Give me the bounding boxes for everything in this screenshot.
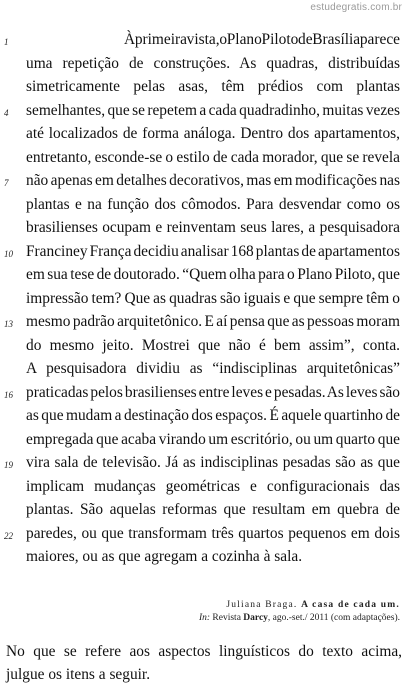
passage-line xyxy=(26,216,400,240)
passage-line xyxy=(4,240,400,264)
passage-line xyxy=(4,169,400,193)
line-number: 1 xyxy=(4,37,9,47)
citation-in-label: In: xyxy=(198,613,211,623)
passage-line-text: empregada que acaba virando um escritório, ou um quarto que xyxy=(26,430,400,448)
passage-line xyxy=(4,451,400,475)
passage-line-text: uma repetição de construções. As quadras, distribuídas xyxy=(26,54,400,72)
passage-line-text: À primeira vista, o Plano Piloto de Brasília parece xyxy=(124,31,400,48)
passage-line xyxy=(4,522,400,546)
line-number: 13 xyxy=(4,319,13,329)
citation-source-prefix: Revista xyxy=(212,613,241,623)
passage-line xyxy=(4,28,400,52)
passage-line-text: A pesquisadora dividiu as “indisciplinas arquitetônicas” xyxy=(26,360,400,377)
line-number: 4 xyxy=(4,107,9,118)
passage-line-text: Franciney França decidiu analisar 168 plantas de apartamentos xyxy=(26,242,400,260)
passage-line xyxy=(26,404,400,428)
line-number: 19 xyxy=(4,460,13,470)
citation-source-suffix: , ago.-set./ 2011 (com adaptações). xyxy=(267,613,400,623)
passage-line-text: simetricamente pelas asas, têm prédios com plantas xyxy=(26,78,400,95)
passage-line-text: maiores, ou as que agregam a cozinha à sala. xyxy=(26,548,303,565)
passage-line-text: até localizados de forma análoga. Dentro dos apartamentos, xyxy=(26,125,400,142)
passage-text xyxy=(4,28,400,569)
passage-line-text: brasilienses ocupam e reinventam seus lares, a pesquisadora xyxy=(26,219,400,236)
passage-line-text: semelhantes, que se repetem a cada quadradinho, muitas vezes xyxy=(26,101,400,119)
passage-line-text: paredes, ou que transformam três quartos pequenos em dois xyxy=(26,524,400,542)
passage-line xyxy=(4,381,400,405)
passage-line xyxy=(26,75,400,99)
passage-line-text: em sua tese de doutorado. “Quem olha para o Plano Piloto, que xyxy=(26,266,400,283)
passage-line-text: plantas. São aquelas reformas que resultam em quebra de xyxy=(26,501,400,518)
passage-line-text: do mesmo jeito. Mostrei que não é bem assim”, conta. xyxy=(26,336,400,354)
passage-line xyxy=(26,545,400,569)
passage-line xyxy=(26,193,400,217)
passage-line-text: plantas e na função dos cômodos. Para desvendar como os xyxy=(26,195,400,213)
citation-author: Juliana Braga. xyxy=(226,600,298,610)
line-number: 16 xyxy=(4,389,13,400)
passage-line-text: mesmo padrão arquitetônico. E aí pensa que as pessoas moram xyxy=(26,313,400,330)
passage-line-text: entretanto, esconde-se o estilo de cada morador, que se revela xyxy=(26,148,400,166)
question-line-1: No que se refere aos aspectos linguísticos do texto acima, xyxy=(6,643,402,660)
passage-line-text: implicam mudanças geométricas e configuracionais das xyxy=(26,477,400,495)
passage-line-text: praticadas pelos brasilienses entre leves e pesadas. As leves são xyxy=(26,383,400,401)
passage-line xyxy=(26,475,400,499)
question-line-2: julgue os itens a seguir. xyxy=(6,666,151,683)
passage-line xyxy=(26,357,400,381)
citation-author-title xyxy=(199,599,400,612)
passage-line xyxy=(4,310,400,334)
line-number: 10 xyxy=(4,248,13,259)
citation-magazine: Darcy xyxy=(243,613,268,623)
question-prompt xyxy=(6,640,402,686)
passage-line xyxy=(26,287,400,311)
passage-line xyxy=(26,334,400,358)
site-watermark: estudegratis.com.br xyxy=(310,2,402,13)
passage-line xyxy=(26,52,400,76)
passage-line-text: vira sala de televisão. Já as indisciplinas pesadas são as que xyxy=(26,454,400,471)
passage-line xyxy=(4,99,400,123)
line-number: 22 xyxy=(4,530,13,541)
citation-source xyxy=(199,612,400,625)
passage-line-text: não apenas em detalhes decorativos, mas em modificações nas xyxy=(26,172,400,189)
source-citation xyxy=(199,599,400,625)
passage-line xyxy=(26,146,400,170)
passage-line xyxy=(26,498,400,522)
line-number: 7 xyxy=(4,178,9,188)
passage-line-text: impressão tem? Que as quadras são iguais e que sempre têm o xyxy=(26,289,400,307)
passage-line xyxy=(26,122,400,146)
passage-line xyxy=(26,428,400,452)
passage-line xyxy=(26,263,400,287)
passage-line-text: as que mudam a destinação dos espaços. É aquele quartinho de xyxy=(26,407,400,424)
citation-title: A casa de cada um. xyxy=(301,600,400,610)
